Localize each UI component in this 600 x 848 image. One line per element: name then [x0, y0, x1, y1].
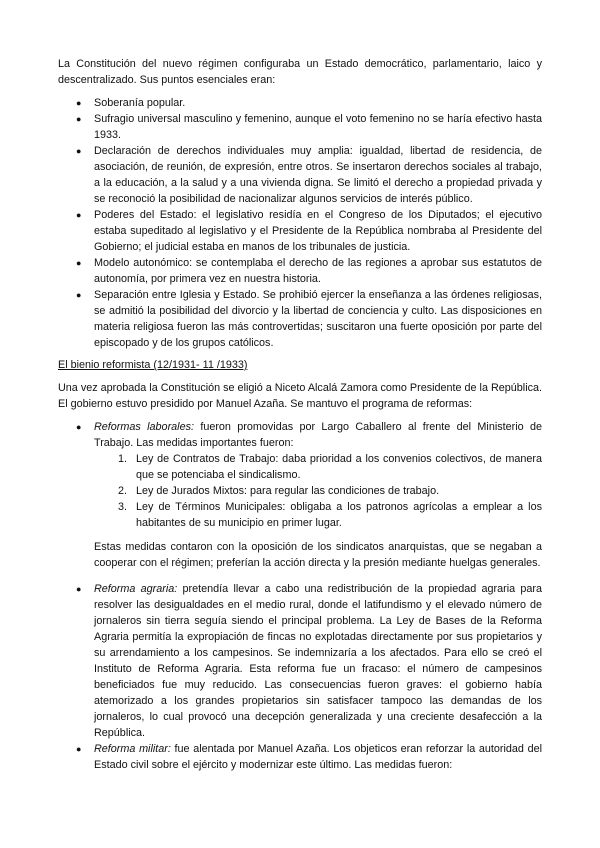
reform-text: pretendía llevar a cabo una redistribución de la propiedad agraria para resolver las desigualdades en el medio rural, donde el latifundismo y el elevado número de jornaleros sin tierra seguía siendo el principal problema. La Ley de Bases de la Reforma Agraria permitía la expropiación de fincas no explotadas directamente por sus propietarios y su arrendamiento a los campesinos. Se indemnizaría a los afectados. Para ello se creó el Instituto de Reforma Agraria. Esta reforma fue un fracaso: el número de campesinos beneficiados fue muy reducido. Las consecuencias fueron graves: el gobierno había atemorizado a los grandes propietarios sin satisfacer tampoco las demandas de los jornaleros, lo cual provocó una decepción generalizada y una creciente desafección a la República.	[94, 583, 542, 739]
reform-title: Reformas laborales:	[94, 421, 194, 433]
list-item: ● Separación entre Iglesia y Estado. Se prohibió ejercer la enseñanza a las órdenes religiosas, se admitió la posibilidad del divorcio y la libertad de conciencia y culto. Las disposiciones en materia religiosa fueron las más controvertidas; suscitaron una fuerte oposición por parte del episcopado y de los grupos católicos.	[58, 287, 542, 351]
item-text: Ley de Jurados Mixtos: para regular las condiciones de trabajo.	[136, 485, 440, 497]
reform-militar	[58, 741, 542, 773]
item-number: 3.	[118, 501, 128, 513]
intro-paragraph: La Constitución del nuevo régimen configuraba un Estado democrático, parlamentario, laico y descentralizado. Sus puntos esenciales eran:	[58, 58, 542, 86]
reform-text: fue alentada por Manuel Azaña. Los objeticos eran reforzar la autoridad del Estado civil sobre el ejército y modernizar este último. Las medidas fueron:	[94, 743, 542, 771]
bienio-paragraph: Una vez aprobada la Constitución se eligió a Niceto Alcalá Zamora como Presidente de la República. El gobierno estuvo presidido por Manuel Azaña. Se mantuvo el programa de reformas:	[58, 382, 542, 410]
list-item	[94, 483, 542, 499]
list-item	[94, 451, 542, 483]
reform-agraria	[58, 581, 542, 741]
constitution-points-list	[58, 95, 542, 351]
list-item: ● Modelo autonómico: se contemplaba el derecho de las regiones a aprobar sus estatutos de autonomía, por primera vez en nuestra historia.	[58, 255, 542, 287]
item-text: Ley de Términos Municipales: obligaba a los patronos agrícolas a emplear a los habitantes de su municipio en primer lugar.	[136, 501, 542, 529]
section-heading: El bienio reformista (12/1931- 11 /1933)	[58, 359, 248, 371]
laboral-note: Estas medidas contaron con la oposición de los sindicatos anarquistas, que se negaban a cooperar con el régimen; preferían la acción directa y la presión mediante huelgas generales.	[94, 541, 542, 569]
reform-title: Reforma agraria:	[94, 583, 178, 595]
item-text: Ley de Contratos de Trabajo: daba prioridad a los convenios colectivos, de manera que se potenciaba el sindicalismo.	[136, 453, 542, 481]
list-item	[94, 499, 542, 531]
list-item: ● Poderes del Estado: el legislativo residía en el Congreso de los Diputados; el ejecutivo estaba supeditado al legislativo y el Presidente de la República nombraba al Presidente del Gobierno; el judicial estaba en manos de los tribunales de justicia.	[58, 207, 542, 255]
item-number: 1.	[118, 453, 128, 465]
reform-text: fueron promovidas por Largo Caballero al frente del Ministerio de Trabajo. Las medidas importantes fueron:	[94, 421, 542, 449]
reform-title: Reforma militar:	[94, 743, 171, 755]
list-item: ● Sufragio universal masculino y femenino, aunque el voto femenino no se haría efectivo hasta 1933.	[58, 111, 542, 143]
document-body	[58, 56, 542, 773]
reform-laboral	[58, 419, 542, 571]
list-item: ● Soberanía popular.	[58, 95, 542, 111]
list-item: ● Declaración de derechos individuales muy amplia: igualdad, libertad de residencia, de asociación, de reunión, de expresión, entre otros. Se insertaron derechos sociales al trabajo, a la educación, a la salud y a una vivienda digna. Se limitó el derecho a propiedad privada y se reconoció la posibilidad de nacionalizar algunos servicios de interés público.	[58, 143, 542, 207]
item-number: 2.	[118, 485, 128, 497]
laboral-measures-list	[94, 451, 542, 531]
reforms-list	[58, 419, 542, 773]
